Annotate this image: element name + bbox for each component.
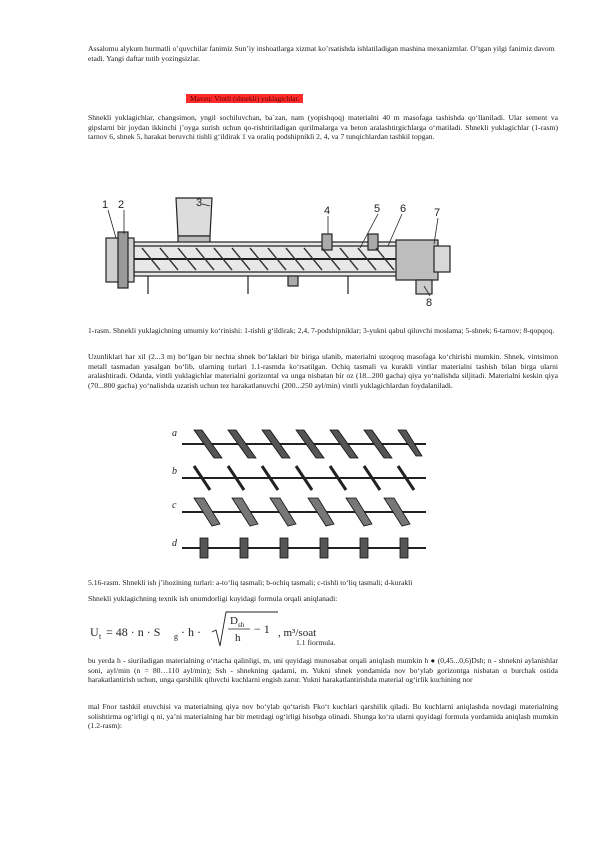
paragraph-5: mal Fnor tashkil etuvchisi va materialning qiya nov bo‘ylab qo‘tarish Fko‘t kuchlari qarshilik qiladi. Bu kuchlarni aniqlashda novdagi materialning solishtirma og‘irligi q ni, ya’ni materialning har bir metrdagi og‘irligi hisobga olinadi. Shunga ko‘ra ularni quyidagi formula yordamida aniqlash mumkin (1.2-rasm): <box>88 702 558 731</box>
formula-den: h <box>235 632 241 644</box>
fig1-label-4: 4 <box>324 205 331 217</box>
formula-num-sub: sh <box>238 621 245 629</box>
fig2-label-a: a <box>172 428 177 439</box>
formula-mid: · h · <box>181 625 201 639</box>
fig1-label-7: 7 <box>434 207 441 219</box>
fig2-label-c: c <box>172 500 177 511</box>
formula-lhs: U <box>90 625 99 639</box>
topic-heading: Mavzu: Vintli (shnekli) yuklagichlar. <box>186 94 303 103</box>
formula-lhs-sub: t <box>99 632 102 641</box>
intro-paragraph: Assalomu alykum hurmatli o’quvchilar fanimiz Sun’iy inshoatlarga xizmat ko’rsatishda ishlatiladigan mashina mexanizmlar. O’tgan yilgi fanimiz davom etadi. Yangi daftar tutib yozingsizlar. <box>88 44 555 63</box>
fig2-label-d: d <box>172 538 177 549</box>
formula-unit: , m³/soat <box>278 627 317 639</box>
fig1-label-3: 3 <box>196 197 203 209</box>
paragraph-4: bu yerda h - siuriladigan materialning o‘rtacha qalinligi, m, uni quyidagi munosabat orqali aniqlash mumkin h ● (0,45...0,6)Dsh; n - shnekni aylanishlar soni, ayl/min (n = 80…110 ayl/min); Ssh - shnekning qadami, m. Yukni shnek yondamida nov bo‘ylab gorizontga nisbatan α burchak ostida harakatlantirish uchun, unga qarshilik qiluvchi kuchlarni engish zarur. Yukni harakatlantirishda material og‘irlik kuchining nor <box>88 656 558 685</box>
paragraph-1: Shnekli yuklagichlar, changsimon, yngil sochiluvchan, ba`zan, nam (yopishqoq) materialni 40 m masofaga tashishda qo‘llaniladi. Ular sement va gipslarni bir joydan ikkinchi j’oyga surish uchun qo-rishtiriladigan qurilmalarga va beton aralashtirgichlarga o‘rnatiladi. Shnekli yuklagichlar (1-rasm) tarnov 6, shnek 5, harakat beruvchi tishli g‘ildirak 1 va oraliq podshipnikli 2, 4, va 7 tunqichlardan tashkil topgan. <box>88 113 558 142</box>
formula-num: D <box>230 615 238 627</box>
formula-1-1 <box>88 608 328 650</box>
figure-2-screw-types <box>170 424 432 568</box>
fig1-label-2: 2 <box>118 199 125 211</box>
fig1-label-5: 5 <box>374 203 381 215</box>
paragraph-3: Shnekli yuklagichning texnik ish unumdorligi kuyidagi formula orqali aniqlanadi: <box>88 594 338 603</box>
fig1-label-8: 8 <box>426 297 433 308</box>
fig1-label-6: 6 <box>400 203 407 215</box>
figure-1-screw-conveyor <box>98 186 470 308</box>
fig1-label-1: 1 <box>102 199 109 211</box>
formula-rhs-sub: g <box>174 632 178 641</box>
fig2-label-b: b <box>172 466 177 477</box>
formula-rhs: = 48 · n · S <box>106 625 161 639</box>
figure-2-caption: 5.16-rasm. Shnekli ish j’ihozining turlari: a-to‘liq tasmali; b-ochiq tasmali; c-tishli to‘liq tasmali; d-kurakli <box>88 578 413 587</box>
formula-minus-one: − 1 <box>254 622 270 636</box>
formula-label: 1.1 fiormula. <box>296 638 336 647</box>
figure-1-caption: 1-rasm. Shnekli yuklagichning umumiy ko‘rinishi: 1-tishli g‘ildirak; 2,4, 7-podshipniklar; 3-yukni qabul qiluvchi moslama; 5-shnek; 6-tarnov; 8-qopqoq. <box>88 326 555 335</box>
paragraph-2: Uzunliklari har xil (2...3 m) bo‘lgan bir nechta shnek bo‘laklari bir biriga ulanib, materialni uzoqroq masofaga ko‘chirishi mumkin. Shnek, vintsimon metall tasmadan yasalgan bo‘lib, ularning turlari 1.1-rasmda ko‘rsatilgan. Ochiq tasmali va kurakli vintlar materialni tashish bilan birga ularni aralashtiradi. Odatda, vintli yuklagichlar materialni gorizontal va unga nisbatan bir oz (18...200 gacha) qiya yo‘nalishda siljitadi. Materialni keskin qiya (70...800 gacha) yo‘nalishda uzatish uchun tez harakatlanuvchi (200...250 ayl/min) vintli yuklagichlardan foydalaniladi. <box>88 352 558 390</box>
